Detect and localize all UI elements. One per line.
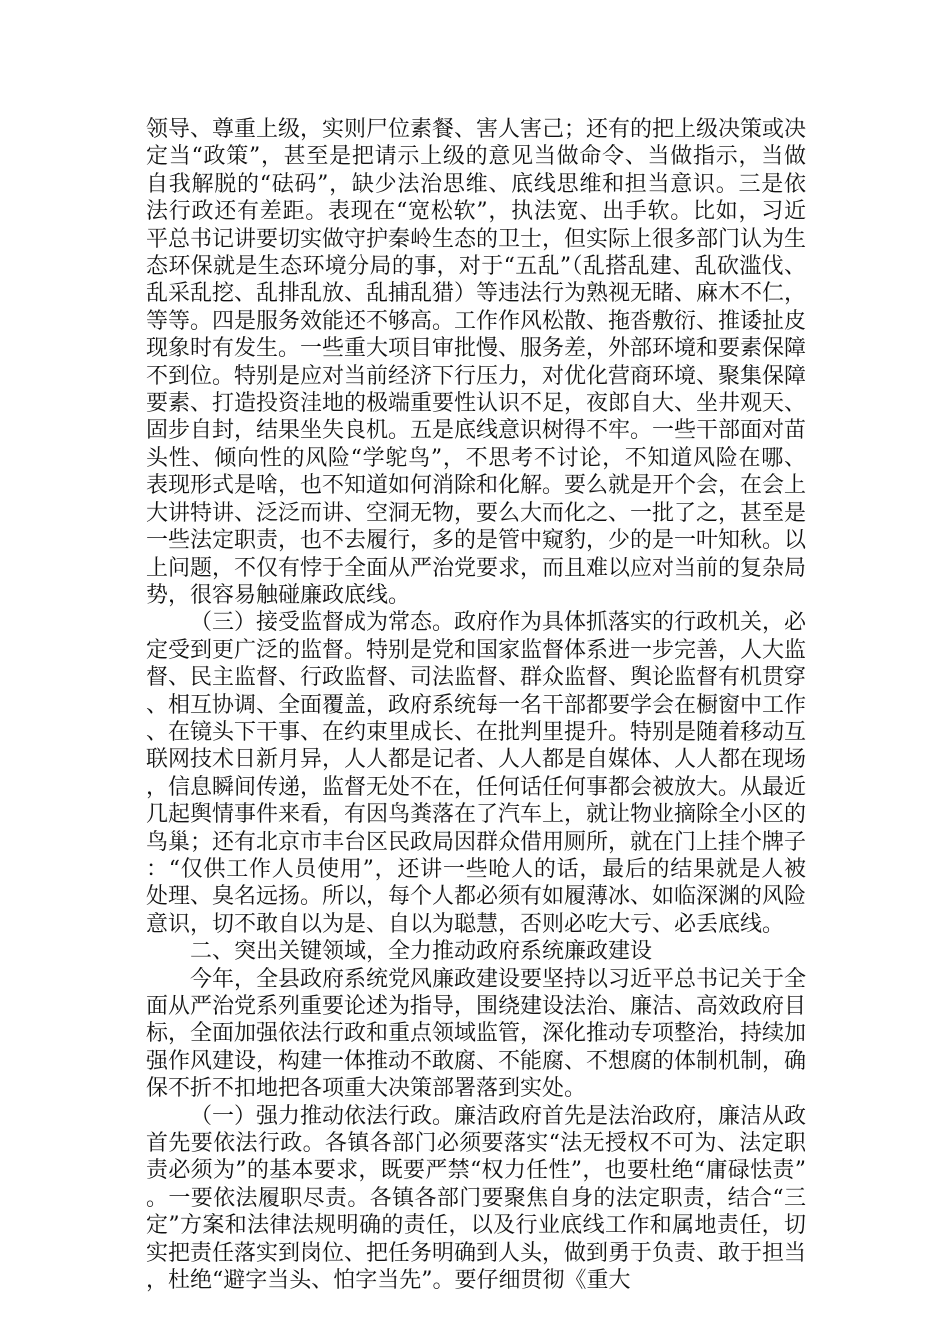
section-heading: 二、突出关键领域，全力推动政府系统廉政建设 [190,939,653,965]
body-paragraph-2: （三）接受监督成为常态。政府作为具体抓落实的行政机关，必定受到更广泛的监督。特别是党和国家监督体系进一步完善，人大监督、民主监督、行政监督、司法监督、群众监督、舆论监督有机贯穿、相互协调、全面覆盖，政府系统每一名干部都要学会在橱窗中工作、在镜头下干事、在约束里成长、在批判里提升。特别是随着移动互联网技术日新月异，人人都是记者、人人都是自媒体、人人都在现场，信息瞬间传递，监督无处不在，任何话任何事都会被放大。从最近几起舆情事件来看，有因鸟粪落在了汽车上，就让物业摘除全小区的鸟巢；还有北京市丰台区民政局因群众借用厕所，就在门上挂个牌子：“仅供工作人员使用”，还讲一些呛人的话，最后的结果就是人被处理、臭名远扬。所以，每个人都必须有如履薄冰、如临深渊的风险意识，切不敢自以为是、自以为聪慧，否则必吃大亏、必丢底线。 [146,610,807,937]
document-page [146,116,806,1294]
body-paragraph-1: 领导、尊重上级，实则尸位素餐、害人害己；还有的把上级决策或决定当“政策”，甚至是把请示上级的意见当做命令、当做指示，当做自我解脱的“砝码”，缺少法治思维、底线思维和担当意识。三是依法行政还有差距。表现在“宽松软”，执法宽、出手软。比如，习近平总书记讲要切实做守护秦岭生态的卫士，但实际上很多部门认为生态环保就是生态环境分局的事，对于“五乱”（乱搭乱建、乱砍滥伐、乱采乱挖、乱排乱放、乱捕乱猎）等违法行为熟视无睹、麻木不仁，等等。四是服务效能还不够高。工作作风松散、拖沓敷衍、推诿扯皮现象时有发生。一些重大项目审批慢、服务差，外部环境和要素保障不到位。特别是应对当前经济下行压力，对优化营商环境、聚集保障要素、打造投资洼地的极端重要性认识不足，夜郎自大、坐井观天、固步自封，结果坐失良机。五是底线意识树得不牢。一些干部面对苗头性、倾向性的风险“学鸵鸟”，不思考不讨论，不知道风险在哪、表现形式是啥，也不知道如何消除和化解。要么就是开个会，在会上大讲特讲、泛泛而讲、空洞无物，要么大而化之、一批了之，甚至是一些法定职责，也不去履行，多的是管中窥豹，少的是一叶知秋。以上问题，不仅有悖于全面从严治党要求，而且难以应对当前的复杂局势，很容易触碰廉政底线。 [146,117,807,608]
body-paragraph-3: 今年，全县政府系统党风廉政建设要坚持以习近平总书记关于全面从严治党系列重要论述为指导，围绕建设法治、廉洁、高效政府目标，全面加强依法行政和重点领域监管，深化推动专项整治，持续加强作风建设，构建一体推动不敢腐、不能腐、不想腐的体制机制，确保不折不扣地把各项重大决策部署落到实处。 [146,966,807,1102]
body-paragraph-4: （一）强力推动依法行政。廉洁政府首先是法治政府，廉洁从政首先要依法行政。各镇各部门必须要落实“法无授权不可为、法定职责必须为”的基本要求，既要严禁“权力任性”，也要杜绝“庸碌怯责”。一要依法履职尽责。各镇各部门要聚焦自身的法定职责，结合“三定”方案和法律法规明确的责任，以及行业底线工作和属地责任，切实把责任落实到岗位、把任务明确到人头，做到勇于负责、敢于担当，杜绝“避字当头、怕字当先”。要仔细贯彻《重大 [146,1103,807,1294]
